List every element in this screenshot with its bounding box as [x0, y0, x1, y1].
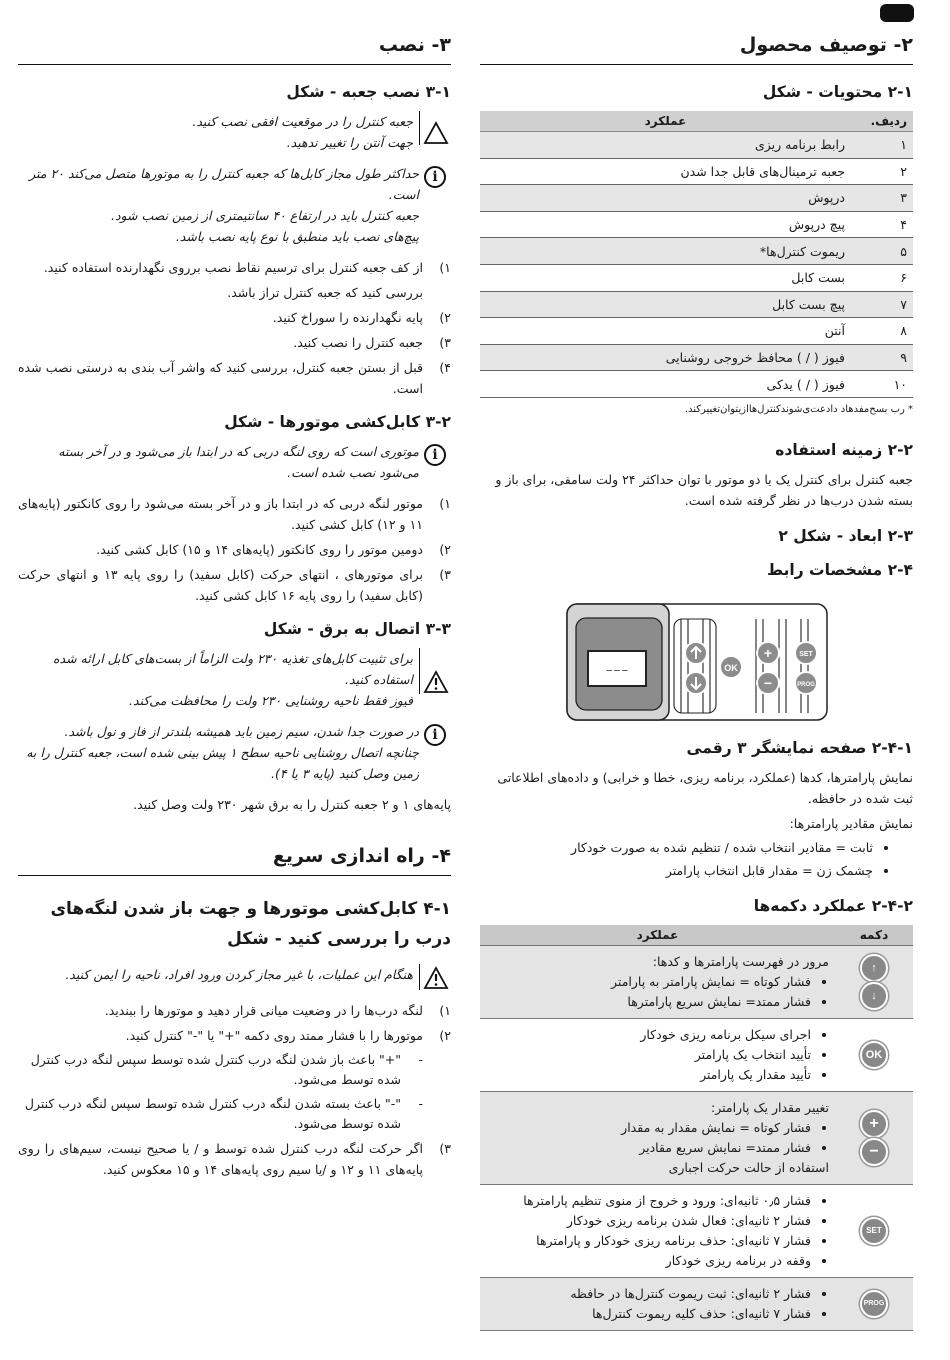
- list-item: - "-" باعث بسته شدن لنگه درب کنترل شده توسط سپس لنگه درب کنترل شده توسط می‌شود.: [24, 1096, 423, 1131]
- table-footnote: * رب بسح‌مفدهاد دادعت‌ی‌شوند‌کنترل‌ها‌از‌یتوان‌تغییر‌کند.: [684, 403, 913, 415]
- heading-motor-wiring: ۳-۲ کابل‌کشی موتورها - شکل: [224, 413, 451, 431]
- table-row: ۸ آنتن: [480, 318, 913, 345]
- list-item: ۴) قبل از بستن جعبه کنترل، بررسی کنید که واشر آب بندی به درستی نصب شده است.: [18, 360, 451, 396]
- table-row: ۲ جعبه ترمینال‌های قابل جدا شدن: [480, 158, 913, 185]
- info-note: [18, 163, 451, 247]
- list-item: • فشار کوتاه = نمایش مقدار به مقدار: [486, 1118, 811, 1138]
- warning-line: جعبه کنترل را در موقعیت افقی نصب کنید.: [192, 114, 413, 129]
- list-item: • وقفه در برنامه ریزی خودکار: [486, 1251, 811, 1271]
- info-line: پیچ‌های نصب باید منطبق با نوع پایه نصب باشد.: [175, 229, 419, 244]
- quick-steps: [18, 1000, 451, 1046]
- list-item: • فشار ممتد= نمایش سریع مقادیر: [486, 1138, 811, 1158]
- table-row: [480, 1018, 913, 1091]
- warning-line: برای تثبیت کابل‌های تغذیه ۲۳۰ ولت الزاماً از بست‌های کابل ارائه شده استفاده کنید.: [52, 651, 413, 687]
- list-item: • تأیید انتخاب یک پارامتر: [486, 1045, 811, 1065]
- table-row: [480, 1184, 913, 1277]
- list-item: ۲) دومین موتور را روی کانکتور (پایه‌های ۱۴ و ۱۵) کابل کشی کنید.: [96, 542, 451, 557]
- col-header-row: ردیف.: [851, 111, 913, 132]
- section-title-product-description: ۲- توصیف محصول: [480, 30, 913, 65]
- list-item: • تأیید مقدار یک پارامتر: [486, 1065, 811, 1085]
- warning-note: [18, 964, 451, 990]
- display-sub: نمایش مقادیر پارامترها:: [789, 815, 913, 831]
- section-title-quick-start: ۴- راه اندازی سریع: [18, 841, 451, 876]
- contents-table: [480, 111, 913, 398]
- warning-line: جهت آنتن را تغییر ندهید.: [286, 135, 413, 150]
- right-column: [480, 30, 913, 1331]
- plus-icon: +: [860, 1110, 888, 1138]
- warning-note: [18, 648, 451, 711]
- warning-note: [18, 111, 451, 153]
- table-row: ۱۰ فیوز ( / ) یدکی: [480, 371, 913, 398]
- minus-icon: −: [860, 1138, 888, 1166]
- table-row: ۴ پیچ درپوش: [480, 211, 913, 238]
- table-row: [480, 945, 913, 1018]
- heading-display: ۲-۴-۱ صفحه نمایشگر ۳ رقمی: [686, 738, 913, 757]
- info-note: [18, 441, 451, 483]
- prog-icon: PROG: [860, 1290, 888, 1318]
- list-item: ۱) لنگه درب‌ها را در وضعیت میانی قرار دهید و موتورها را ببندید.: [104, 1003, 451, 1018]
- heading-dimensions: ۲-۳ ابعاد - شکل ۲: [778, 526, 913, 545]
- left-column: [18, 30, 451, 1184]
- heading-power: ۳-۳ اتصال به برق - شکل: [263, 620, 451, 638]
- table-row: ۱ رابط برنامه ریزی: [480, 132, 913, 159]
- down-arrow-icon: ↓: [860, 982, 888, 1010]
- list-item: ۳) جعبه کنترل را نصب کنید.: [293, 335, 451, 350]
- list-item: • چشمک زن = مقدار قابل انتخاب پارامتر: [480, 860, 873, 881]
- quick-steps-last: [18, 1138, 451, 1180]
- table-row: ۵ ریموت کنترل‌ها*: [480, 238, 913, 265]
- list-item: • فشار کوتاه = نمایش پارامتر به پارامتر: [486, 972, 811, 992]
- table-row: ۳ درپوش: [480, 185, 913, 212]
- list-item: • فشار ۰٫۵ ثانیه‌ای: ورود و خروج از منوی تنظیم پارامترها: [486, 1191, 811, 1211]
- set-icon: SET: [860, 1217, 888, 1245]
- list-item: بررسی کنید که جعبه کنترل تراز باشد.: [227, 285, 423, 300]
- info-line: چنانچه اتصال روشنایی ناحیه سطح ۱ پیش بینی شده است، جعبه کنترل را به زمین وصل کنید (پایه ۳ یا ۴).: [26, 745, 419, 781]
- minus-label: −: [763, 674, 772, 691]
- buttons-table: [480, 925, 913, 1331]
- col-header-function: عملکرد: [480, 111, 851, 132]
- warning-icon: [419, 648, 451, 694]
- table-row: ۷ پیچ بست کابل: [480, 291, 913, 318]
- info-line: در صورت جدا شدن، سیم زمین باید همیشه بلندتر از فاز و نول باشد.: [64, 724, 419, 739]
- ok-label: OK: [723, 662, 738, 673]
- info-line: حداکثر طول مجاز کابل‌ها که جعبه کنترل را به موتورها متصل می‌کند ۲۰ متر است.: [29, 166, 419, 202]
- display-text: نمایش پارامترها، کدها (عملکرد، برنامه ریزی، خطا و خرابی) و داده‌های اطلاعاتی ثبت شده در حافظه.: [497, 769, 913, 806]
- list-item: ۳) برای موتورهای ، انتهای حرکت (کابل سفید) را روی پایه ۱۳ و انتهای حرکت (کابل سفید) را روی پایه ۱۶ کابل کشی کنید.: [18, 567, 451, 603]
- info-icon: i: [424, 166, 446, 188]
- list-item: ۲) موتورها را با فشار ممتد روی دکمه "+" یا "-" کنترل کنید.: [125, 1028, 451, 1043]
- row-trail: استفاده از حالت حرکت اجباری: [668, 1159, 829, 1175]
- plus-label: +: [763, 644, 772, 661]
- wiring-steps: [18, 493, 451, 606]
- warning-icon: [419, 964, 451, 990]
- warning-line: فیوز فقط ناحیه روشنایی ۲۳۰ ولت را محافظت می‌کند.: [129, 693, 413, 708]
- table-row: [480, 1091, 913, 1184]
- heading-interface-specs: ۲-۴ مشخصات رابط: [766, 560, 913, 579]
- list-item: • فشار ۲ ثانیه‌ای: فعال شدن برنامه ریزی خودکار: [486, 1211, 811, 1231]
- list-item: ۳) اگر حرکت لنگه درب کنترل شده توسط و / یا صحیح نیست، سیم‌های را روی پایه‌های ۱۱ و ۱۲ و /یا سیم روی پایه‌های ۱۴ و ۱۵ معکوس کنید.: [18, 1141, 451, 1177]
- info-line: جعبه کنترل باید در ارتفاع ۴۰ سانتیمتری از زمین نصب شود.: [111, 208, 419, 223]
- warning-triangle-icon: [419, 111, 451, 145]
- info-icon: i: [424, 444, 446, 466]
- install-steps: [18, 257, 451, 399]
- list-item: • فشار ۲ ثانیه‌ای: ثبت ریموت کنترل‌ها در حافظه: [486, 1284, 811, 1304]
- row-lead: مرور در فهرست پارامترها و کدها:: [652, 953, 829, 969]
- language-tab: [880, 4, 914, 22]
- info-line: موتوری است که روی لنگه دربی که در ابتدا باز می‌شود و در آخر بسته می‌شود نصب شده است.: [58, 444, 419, 480]
- col-header-function: عملکرد: [480, 925, 835, 946]
- table-row: ۶ بست کابل: [480, 264, 913, 291]
- heading-buttons: ۲-۴-۲ عملکرد دکمه‌ها: [753, 896, 913, 915]
- list-item: • اجرای سیکل برنامه ریزی خودکار: [486, 1025, 811, 1045]
- heading-box-install: ۳-۱ نصب جعبه - شکل: [286, 83, 451, 101]
- list-item: • فشار ۷ ثانیه‌ای: حذف کلیه ریموت کنترل‌ها: [486, 1304, 811, 1324]
- col-header-button: دکمه: [835, 925, 913, 946]
- prog-label: PROG: [796, 681, 815, 688]
- list-item: ۱) از کف جعبه کنترل برای ترسیم نقاط نصب برروی نگهدارنده استفاده کنید.: [43, 260, 451, 275]
- up-arrow-icon: ↑: [860, 954, 888, 982]
- display-bullets: [480, 837, 873, 881]
- table-row: [480, 1277, 913, 1330]
- ok-icon: OK: [860, 1041, 888, 1069]
- list-item: • فشار ممتد= نمایش سریع پارامترها: [486, 992, 811, 1012]
- power-text: پایه‌های ۱ و ۲ جعبه کنترل را به برق شهر ۲۳۰ ولت وصل کنید.: [133, 797, 451, 812]
- warning-line: هنگام این عملیات، با غیر مجاز کردن ورود افراد، ناحیه را ایمن کنید.: [65, 967, 413, 982]
- info-icon: i: [424, 724, 446, 746]
- usage-text: جعبه کنترل برای کنترل یک یا دو موتور با توان حداکثر ۲۴ ولت سامفی، برای باز و بسته شدن درب‌ها در نظر گرفته شده است.: [495, 471, 913, 508]
- info-note: [18, 721, 451, 784]
- heading-contents: ۲-۱ محتویات - شکل: [762, 83, 913, 101]
- list-item: - "+" باعث باز شدن لنگه درب کنترل شده توسط سپس لنگه درب کنترل شده توسط می‌شود.: [30, 1052, 423, 1087]
- section-title-installation: ۳- نصب: [18, 30, 451, 65]
- heading-usage: ۲-۲ زمینه استفاده: [775, 440, 913, 459]
- list-item: • فشار ۷ ثانیه‌ای: حذف برنامه ریزی خودکار و پارامترها: [486, 1231, 811, 1251]
- display-segments: –––: [604, 662, 629, 678]
- heading-check-wiring: ۴-۱ کابل‌کشی موتورها و جهت باز شدن لنگه‌های درب را بررسی کنید - شکل: [50, 899, 451, 949]
- row-lead: تغییر مقدار یک پارامتر:: [711, 1099, 829, 1115]
- list-item: • ثابت = مقادیر انتخاب شده / تنظیم شده به صورت خودکار: [480, 837, 873, 858]
- set-label: SET: [798, 650, 813, 658]
- table-row: ۹ فیوز ( / ) محافظ خروجی روشنایی: [480, 344, 913, 371]
- interface-diagram: [566, 603, 828, 721]
- list-item: ۱) موتور لنگه دربی که در ابتدا باز و در آخر بسته می‌شود را روی کانکتور (پایه‌های ۱۱ و ۱۲) کابل کشی کنید.: [18, 496, 451, 532]
- list-item: ۲) پایه نگهدارنده را سوراخ کنید.: [272, 310, 451, 325]
